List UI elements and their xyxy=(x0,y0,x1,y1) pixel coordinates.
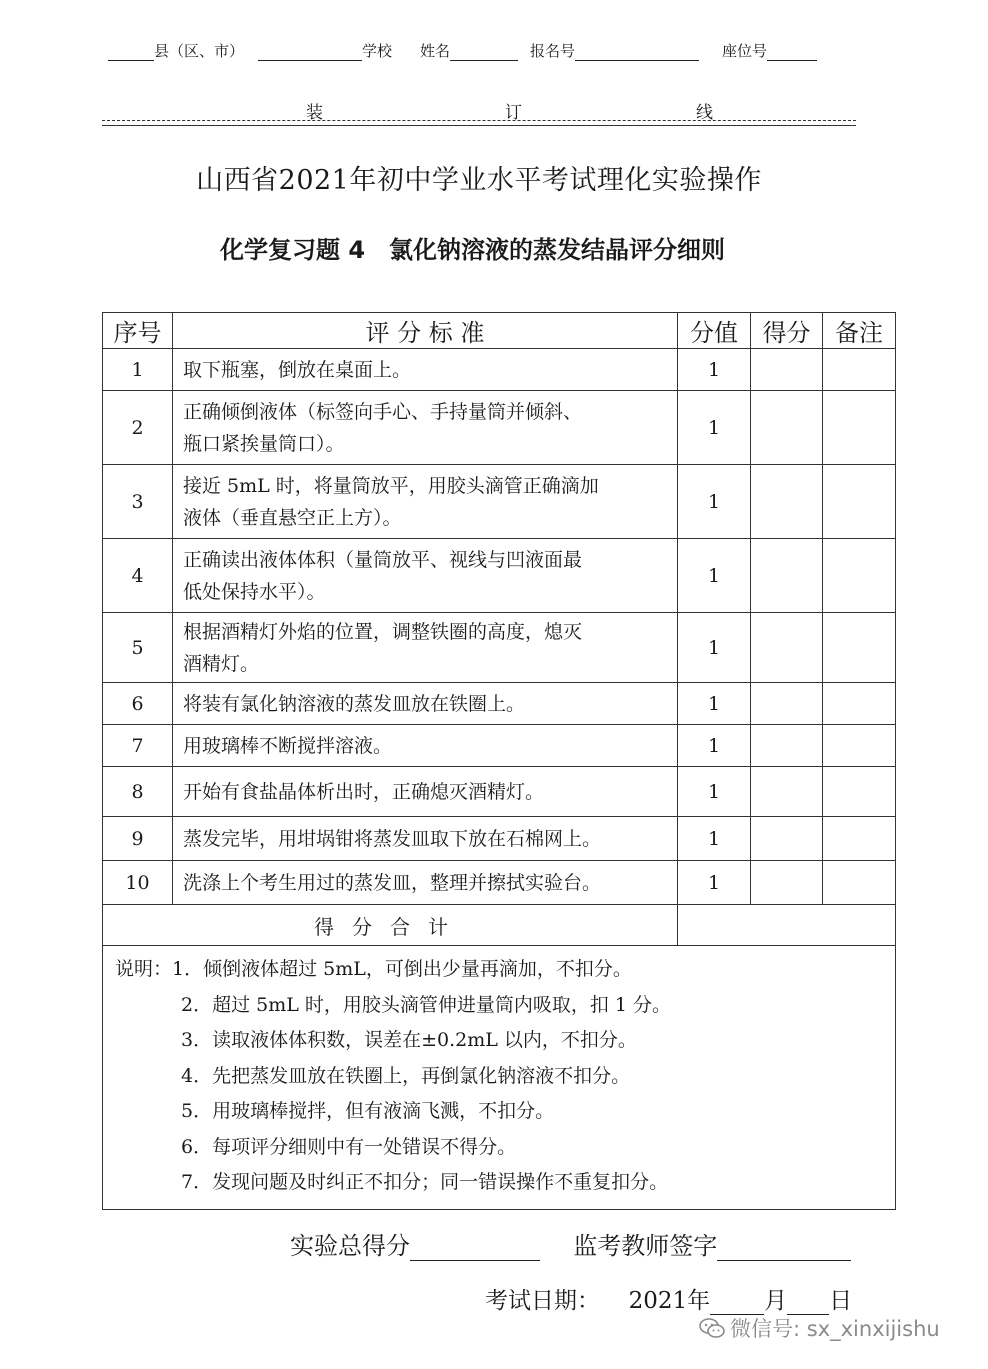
row-points: 1 xyxy=(678,349,751,391)
table-row xyxy=(103,725,896,767)
row-criteria xyxy=(173,725,678,767)
reg-label: 报名号 xyxy=(530,42,576,60)
row-number: 9 xyxy=(103,817,173,861)
criteria-line: 瓶口紧挨量筒口）。 xyxy=(183,432,345,455)
signature-blank[interactable] xyxy=(717,1238,851,1261)
criteria-line: 根据酒精灯外焰的位置，调整铁圈的高度，熄灭 xyxy=(183,620,583,643)
row-points: 1 xyxy=(678,817,751,861)
col-header-criteria: 评 分 标 准 xyxy=(173,313,678,349)
row-score-cell[interactable] xyxy=(751,465,823,539)
row-number: 1 xyxy=(103,349,173,391)
wechat-icon xyxy=(698,1317,726,1344)
row-number: 3 xyxy=(103,465,173,539)
criteria-line: 用玻璃棒不断搅拌溶液。 xyxy=(183,734,393,757)
row-criteria xyxy=(173,767,678,817)
binding-char-1: 装 xyxy=(306,103,323,123)
row-remark-cell[interactable] xyxy=(823,613,896,683)
table-row xyxy=(103,349,896,391)
row-points: 1 xyxy=(678,725,751,767)
criteria-line: 酒精灯。 xyxy=(183,652,260,675)
row-number: 4 xyxy=(103,539,173,613)
school-label: 学校 xyxy=(362,42,393,60)
row-remark-cell[interactable] xyxy=(823,349,896,391)
col-header-points: 分值 xyxy=(678,313,751,349)
school-field xyxy=(258,40,392,61)
month-blank[interactable] xyxy=(710,1294,764,1315)
row-criteria xyxy=(173,391,678,465)
criteria-line: 取下瓶塞，倒放在桌面上。 xyxy=(183,358,412,381)
candidate-info-header xyxy=(108,40,868,64)
col-header-remarks: 备注 xyxy=(823,313,896,349)
day-blank[interactable] xyxy=(787,1294,829,1315)
col-header-score: 得分 xyxy=(751,313,823,349)
reg-blank[interactable] xyxy=(575,44,699,61)
note-line: 7．发现问题及时纠正不扣分；同一错误操作不重复扣分。 xyxy=(181,1171,669,1193)
solid-divider xyxy=(102,125,856,126)
date-month: 月 xyxy=(764,1288,788,1314)
county-field xyxy=(108,40,244,61)
date-label: 考试日期： xyxy=(485,1288,600,1314)
row-score-cell[interactable] xyxy=(751,817,823,861)
criteria-line: 正确读出液体体积（量筒放平、视线与凹液面最 xyxy=(183,548,583,571)
signature-label: 监考教师签字 xyxy=(573,1232,718,1260)
row-number: 5 xyxy=(103,613,173,683)
notes-cell xyxy=(103,946,896,1210)
row-number: 8 xyxy=(103,767,173,817)
table-row xyxy=(103,539,896,613)
row-remark-cell[interactable] xyxy=(823,861,896,905)
row-criteria xyxy=(173,817,678,861)
row-remark-cell[interactable] xyxy=(823,465,896,539)
dashed-divider xyxy=(102,120,856,121)
criteria-line: 液体（垂直悬空正上方）。 xyxy=(183,506,402,529)
watermark-text: 微信号: sx_xinxijishu xyxy=(730,1317,940,1341)
row-score-cell[interactable] xyxy=(751,767,823,817)
row-criteria xyxy=(173,861,678,905)
table-row xyxy=(103,861,896,905)
binding-char-3: 线 xyxy=(696,103,713,123)
watermark xyxy=(698,1313,940,1344)
date-year: 2021年 xyxy=(628,1288,711,1314)
criteria-line: 蒸发完毕，用坩埚钳将蒸发皿取下放在石棉网上。 xyxy=(183,827,602,850)
table-header-row xyxy=(103,313,896,349)
row-points: 1 xyxy=(678,767,751,817)
row-points: 1 xyxy=(678,465,751,539)
row-score-cell[interactable] xyxy=(751,683,823,725)
row-criteria xyxy=(173,465,678,539)
school-blank[interactable] xyxy=(258,44,362,61)
seat-blank[interactable] xyxy=(767,44,817,61)
col-header-number: 序号 xyxy=(103,313,173,349)
table-row xyxy=(103,683,896,725)
criteria-line: 洗涤上个考生用过的蒸发皿，整理并擦拭实验台。 xyxy=(183,871,602,894)
row-points: 1 xyxy=(678,861,751,905)
page-title: 山西省2021年初中学业水平考试理化实验操作 xyxy=(196,165,762,196)
total-row xyxy=(103,905,896,946)
table-row xyxy=(103,613,896,683)
name-label: 姓名 xyxy=(420,42,451,60)
row-points: 1 xyxy=(678,539,751,613)
note-line: 5．用玻璃棒搅拌，但有液滴飞溅，不扣分。 xyxy=(181,1100,555,1122)
seat-label: 座位号 xyxy=(722,42,768,60)
name-blank[interactable] xyxy=(450,44,518,61)
row-remark-cell[interactable] xyxy=(823,683,896,725)
scoring-table xyxy=(102,312,896,1210)
criteria-line: 正确倾倒液体（标签向手心、手持量筒并倾斜、 xyxy=(183,400,583,423)
row-number: 7 xyxy=(103,725,173,767)
binding-char-2: 订 xyxy=(505,103,522,123)
row-criteria xyxy=(173,539,678,613)
row-number: 10 xyxy=(103,861,173,905)
county-blank[interactable] xyxy=(108,44,154,61)
total-score-label: 实验总得分 xyxy=(290,1232,410,1260)
row-points: 1 xyxy=(678,391,751,465)
row-score-cell[interactable] xyxy=(751,349,823,391)
row-remark-cell[interactable] xyxy=(823,391,896,465)
row-remark-cell[interactable] xyxy=(823,725,896,767)
note-line: 3．读取液体体积数，误差在±0.2mL 以内，不扣分。 xyxy=(181,1029,637,1051)
row-score-cell[interactable] xyxy=(751,861,823,905)
row-criteria xyxy=(173,683,678,725)
row-criteria xyxy=(173,613,678,683)
note-line: 2．超过 5mL 时，用胶头滴管伸进量筒内吸取，扣 1 分。 xyxy=(181,993,672,1016)
row-score-cell[interactable] xyxy=(751,539,823,613)
criteria-line: 将装有氯化钠溶液的蒸发皿放在铁圈上。 xyxy=(183,692,526,715)
note-line: 4．先把蒸发皿放在铁圈上，再倒氯化钠溶液不扣分。 xyxy=(181,1064,631,1087)
notes-row xyxy=(103,946,896,1210)
criteria-line: 开始有食盐晶体析出时，正确熄灭酒精灯。 xyxy=(183,780,545,803)
row-points: 1 xyxy=(678,613,751,683)
signature-line xyxy=(290,1226,851,1261)
table-row xyxy=(103,391,896,465)
row-number: 2 xyxy=(103,391,173,465)
table-row xyxy=(103,767,896,817)
criteria-line: 接近 5mL 时，将量筒放平，用胶头滴管正确滴加 xyxy=(183,474,599,497)
county-label: 县（区、市） xyxy=(154,42,245,60)
note-line: 6．每项评分细则中有一处错误不得分。 xyxy=(181,1135,517,1158)
row-remark-cell[interactable] xyxy=(823,539,896,613)
table-row xyxy=(103,817,896,861)
exam-date-line xyxy=(485,1282,852,1315)
table-row xyxy=(103,465,896,539)
total-label: 得分合计 xyxy=(103,905,678,946)
row-criteria xyxy=(173,349,678,391)
date-day: 日 xyxy=(829,1288,853,1314)
total-score-cell[interactable] xyxy=(678,905,896,946)
row-remark-cell[interactable] xyxy=(823,767,896,817)
binding-line xyxy=(102,100,856,128)
row-remark-cell[interactable] xyxy=(823,817,896,861)
total-score-blank[interactable] xyxy=(410,1238,540,1261)
criteria-line: 低处保持水平）。 xyxy=(183,580,326,603)
reg-field xyxy=(530,40,699,61)
row-score-cell[interactable] xyxy=(751,391,823,465)
note-line: 说明：1．倾倒液体超过 5mL，可倒出少量再滴加，不扣分。 xyxy=(115,958,632,980)
row-score-cell[interactable] xyxy=(751,725,823,767)
seat-field xyxy=(722,40,817,61)
row-number: 6 xyxy=(103,683,173,725)
name-field xyxy=(420,40,518,61)
page-subtitle: 化学复习题 4 氯化钠溶液的蒸发结晶评分细则 xyxy=(219,236,726,264)
row-points: 1 xyxy=(678,683,751,725)
row-score-cell[interactable] xyxy=(751,613,823,683)
